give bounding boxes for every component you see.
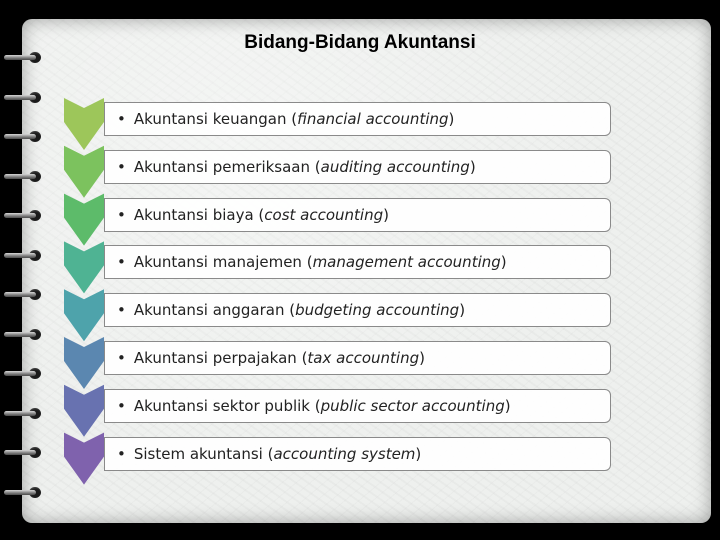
item-english-term: public sector accounting	[320, 397, 505, 415]
item-english-term: cost accounting	[264, 206, 384, 224]
item-close-paren: )	[500, 253, 507, 271]
bullet: •	[117, 206, 126, 224]
chevron-arrow	[64, 433, 104, 485]
item-close-paren: )	[415, 445, 422, 463]
chevron-arrow	[64, 194, 104, 246]
list-item	[104, 150, 611, 184]
item-close-paren: )	[504, 397, 511, 415]
chevron-arrow	[64, 385, 104, 437]
bullet: •	[117, 253, 126, 271]
item-close-paren: )	[459, 301, 466, 319]
item-close-paren: )	[383, 206, 389, 224]
list-item	[104, 389, 611, 423]
chevron-arrow	[64, 289, 104, 341]
list-item	[104, 102, 611, 136]
chevron-arrow	[64, 98, 104, 150]
bullet: •	[117, 301, 126, 319]
list-item	[104, 293, 611, 327]
bullet: •	[117, 445, 126, 463]
chevron-arrow	[64, 241, 104, 293]
slide-title: Bidang-Bidang Akuntansi	[244, 32, 476, 53]
item-text: Sistem akuntansi (	[133, 445, 274, 463]
item-close-paren: )	[469, 158, 476, 176]
item-text: Akuntansi pemeriksaan (	[133, 158, 321, 176]
item-text: Akuntansi biaya (	[133, 206, 265, 224]
item-text: Akuntansi keuangan (	[133, 110, 298, 128]
chevron-arrow	[64, 146, 104, 198]
chevron-arrow	[64, 337, 104, 389]
item-text: Akuntansi sektor publik (	[133, 397, 321, 415]
list-item	[104, 341, 611, 375]
bullet: •	[117, 349, 126, 367]
item-text: Akuntansi anggaran (	[133, 301, 296, 319]
item-text: Akuntansi perpajakan (	[133, 349, 308, 367]
item-english-term: tax accounting	[307, 349, 420, 367]
list-item	[104, 245, 611, 279]
item-close-paren: )	[448, 110, 455, 128]
item-english-term: financial accounting	[297, 110, 449, 128]
bullet: •	[117, 110, 126, 128]
item-english-term: accounting system	[273, 445, 416, 463]
list-item	[104, 437, 611, 471]
item-english-term: budgeting accounting	[295, 301, 460, 319]
list-item	[104, 198, 611, 232]
bullet: •	[117, 158, 126, 176]
item-english-term: auditing accounting	[320, 158, 470, 176]
item-text: Akuntansi manajemen (	[133, 253, 313, 271]
item-english-term: management accounting	[312, 253, 501, 271]
item-close-paren: )	[419, 349, 425, 367]
bullet: •	[117, 397, 126, 415]
